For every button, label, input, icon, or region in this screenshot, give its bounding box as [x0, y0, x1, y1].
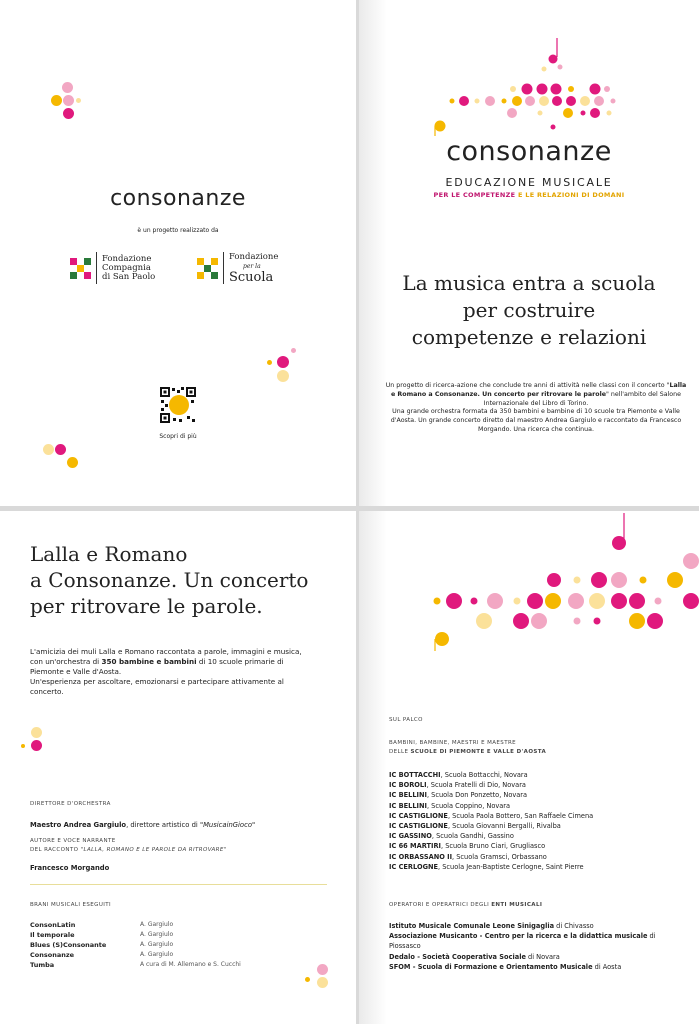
director-line [30, 821, 255, 830]
schools-list [389, 770, 694, 872]
school-row [389, 780, 694, 790]
group-label2b: SCUOLE DI PIEMONTE E VALLE D'AOSTA [410, 749, 547, 755]
intro-body [385, 382, 687, 435]
headline-line1: La musica entra a scuola [402, 271, 656, 295]
stage-label: SUL PALCO [389, 717, 423, 723]
concert-page [0, 511, 356, 1024]
concert-desc-bold: 350 bambine e bambini [101, 657, 197, 666]
school-row [389, 811, 694, 821]
school-name: IC BELLINI [389, 791, 427, 800]
school-detail: , Scuola Coppino, Novara [426, 801, 511, 810]
stage-page [359, 511, 699, 1024]
scuola-mosaic-icon [197, 258, 218, 279]
intro-headline [359, 270, 699, 351]
school-detail: , Scuola Fratelli di Dio, Novara [426, 781, 526, 790]
brand-name: consonanze [446, 136, 612, 167]
piece-title: Il temporale [30, 931, 75, 939]
piece-row [30, 921, 320, 931]
concert-title-line2: a Consonanze. Un concerto [30, 568, 309, 592]
music-dots-logo-icon [433, 36, 628, 136]
concert-desc-c: Un'esperienza per ascoltare, emozionarsi e partecipare attivamente al concerto. [30, 677, 284, 696]
school-row [389, 801, 694, 811]
author-label2-text: DEL RACCONTO [30, 847, 81, 853]
piece-row [30, 951, 320, 961]
school-row [389, 831, 694, 841]
director-label: DIRETTORE D'ORCHESTRA [30, 801, 111, 807]
school-name: IC ORBASSANO II [389, 852, 453, 861]
music-dots-decoration-icon [429, 511, 699, 651]
cover-title: consonanze [110, 186, 246, 211]
logo1-line2: Compagnia [102, 262, 151, 273]
intro-body1-end: " nell'ambito del Salone Internazionale del Libro di Torino. [483, 390, 682, 407]
school-name: IC BELLINI [389, 801, 427, 810]
cover-page [0, 0, 356, 506]
school-detail: , Scuola Bottacchi, Novara [440, 771, 528, 779]
author-label2 [30, 847, 227, 853]
logo2-line1: Fondazione [229, 251, 279, 262]
concert-title-line1: Lalla e Romano [30, 542, 188, 566]
piece-author: A cura di M. Allemano e S. Cucchi [140, 961, 241, 968]
school-detail: , Scuola Bruno Ciari, Grugliasco [441, 842, 546, 851]
operator-row [389, 921, 689, 931]
director-name: Maestro Andrea Gargiulo [30, 821, 127, 829]
operators-list [389, 921, 689, 972]
operators-label [389, 902, 542, 908]
school-detail: , Scuola Gandhi, Gassino [431, 832, 514, 841]
school-name: IC GASSINO [389, 832, 432, 841]
intro-body2: Una grande orchestra formata da 350 bambini e bambine di 10 scuole tra Piemonte e Valle d'Aosta. Un grande concerto diretto dal maestro Andrea Gargiulo e raccontato da Francesco Morgando. Una ricerca che continua. [390, 408, 682, 433]
logo1-line3: di San Paolo [102, 271, 156, 282]
logo-compagnia-san-paolo [70, 252, 155, 284]
piece-title: Tumba [30, 961, 55, 969]
school-row [389, 841, 694, 851]
piece-title: ConsonLatin [30, 921, 76, 929]
director-org: "MusicainGioco" [199, 821, 256, 829]
operator-row [389, 931, 689, 951]
operators-label-b: ENTI MUSICALI [491, 902, 543, 908]
group-label2a: DELLE [389, 749, 411, 755]
school-name: IC CASTIGLIONE [389, 811, 448, 820]
author-name: Francesco Morgando [30, 864, 110, 872]
school-detail: , Scuola Don Ponzetto, Novara [426, 791, 528, 800]
headline-line3: competenze e relazioni [411, 325, 647, 349]
operator-row [389, 962, 689, 972]
concert-desc-b: di 10 scuole primarie di Piemonte e Valle d'Aosta. [30, 657, 284, 676]
school-row [389, 790, 694, 800]
tagline-part-a: PER LE COMPETENZE [433, 191, 516, 199]
piece-author: A. Gargiulo [140, 921, 174, 928]
group-label1: BAMBINI, BAMBINE, MAESTRI E MAESTRE [389, 740, 517, 746]
operator-detail: di Novara [525, 952, 560, 961]
logo2-line2: per la [243, 262, 261, 270]
operator-name: SFOM - Scuola di Formazione e Orientamento Musicale [389, 962, 593, 971]
operator-name: Dedalo - Società Cooperativa Sociale [389, 952, 526, 961]
intro-body1: Un progetto di ricerca-azione che conclude tre anni di attività nelle classi con il concerto " [385, 382, 670, 389]
operator-detail: di Piossasco [389, 932, 656, 951]
piece-author: A. Gargiulo [140, 951, 174, 958]
director-role: , direttore artistico di [126, 821, 200, 829]
brand-tagline [359, 191, 699, 199]
school-name: IC BOROLI [389, 781, 427, 790]
school-detail: , Scuola Giovanni Bergalli, Rivalba [447, 822, 561, 831]
intro-page [359, 0, 699, 506]
operator-name: Istituto Musicale Comunale Leone Sinigaglia [389, 922, 555, 930]
school-row [389, 821, 694, 831]
school-detail: , Scuola Jean-Baptiste Cerlogne, Saint Pierre [438, 862, 584, 871]
piece-author: A. Gargiulo [140, 931, 174, 938]
logo2-line3: Scuola [229, 269, 274, 285]
school-detail: , Scuola Gramsci, Orbassano [452, 852, 547, 861]
concert-description [30, 647, 305, 697]
school-name: IC CERLOGNE [389, 862, 439, 871]
piece-title: Blues (S)Consonante [30, 941, 107, 949]
logo1-line1: Fondazione [102, 253, 152, 264]
piece-title: Consonanze [30, 951, 75, 959]
tagline-part-b: E LE RELAZIONI DI DOMANI [515, 191, 625, 199]
pieces-label: BRANI MUSICALI ESEGUITI [30, 902, 112, 908]
school-name: IC 66 MARTIRI [389, 842, 441, 851]
operator-detail: di Aosta [592, 962, 622, 971]
pieces-list [30, 921, 320, 971]
headline-line2: per costruire [462, 298, 596, 322]
school-detail: , Scuola Paola Bottero, San Raffaele Cimena [447, 811, 594, 820]
qr-label: Scopri di più [159, 433, 197, 440]
brand-subtitle: EDUCAZIONE MUSICALE [445, 176, 613, 189]
group-label2 [389, 749, 546, 755]
operators-label-a: OPERATORI E OPERATRICI DEGLI [389, 902, 492, 908]
concert-title [30, 541, 308, 619]
author-label2-italic: "LALLA, ROMANO E LE PAROLE DA RITROVARE" [80, 847, 227, 853]
concert-title-line3: per ritrovare le parole. [30, 594, 263, 618]
intro-body1-bold: Lalla e Romano a Consonanze. Un concerto per ritrovare le parole [390, 382, 687, 398]
cover-credit: è un progetto realizzato da [137, 227, 219, 234]
qr-code-icon [159, 386, 197, 424]
school-row [389, 852, 694, 862]
piece-author: A. Gargiulo [140, 941, 174, 948]
piece-row [30, 941, 320, 951]
operator-name: Associazione Musicanto - Centro per la ricerca e la didattica musicale [389, 932, 648, 941]
school-name: IC CASTIGLIONE [389, 822, 448, 831]
piece-row [30, 931, 320, 941]
author-label1: AUTORE E VOCE NARRANTE [30, 838, 116, 844]
divider [30, 884, 327, 885]
school-name: IC BOTTACCHI [389, 771, 441, 779]
concert-desc-a: L'amicizia dei muli Lalla e Romano raccontata a parole, immagini e musica, con un'orchestra di [30, 647, 302, 666]
compagnia-mosaic-icon [70, 258, 91, 279]
school-row [389, 770, 694, 780]
operator-row [389, 952, 689, 962]
qr-code[interactable] [159, 386, 197, 424]
operator-detail: di Chivasso [554, 922, 594, 930]
logo-fondazione-per-la-scuola [197, 252, 278, 284]
school-row [389, 862, 694, 872]
piece-row [30, 961, 320, 971]
